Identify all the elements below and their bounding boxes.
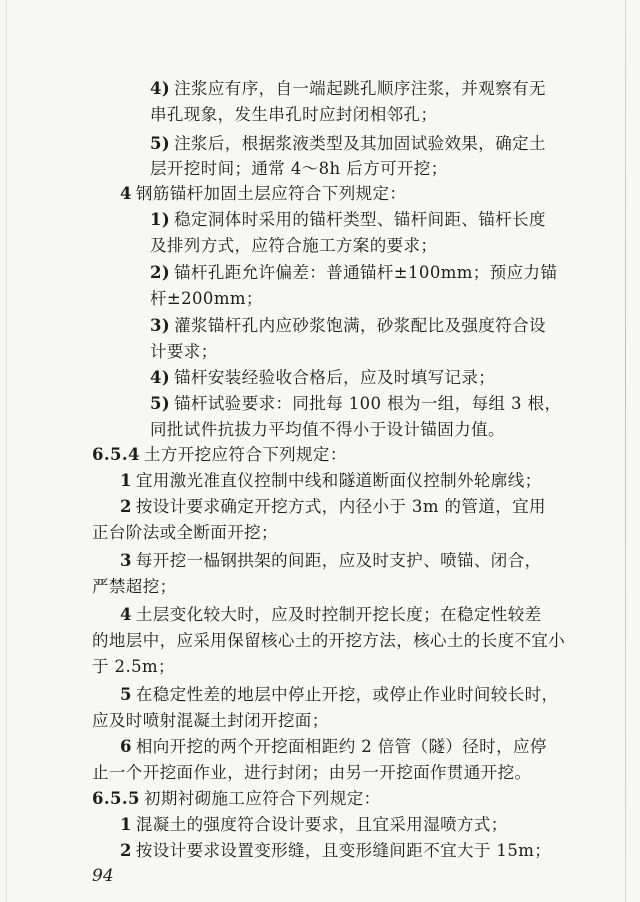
text-line <box>150 78 546 100</box>
line-text: 注浆应有序，自一端起跳孔顺序注浆，并观察有无 <box>174 79 546 98</box>
text-line <box>150 133 546 155</box>
text-line <box>92 444 347 466</box>
text-line <box>150 341 218 363</box>
item-number: 4) <box>150 79 171 98</box>
item-number: 4 <box>120 184 132 203</box>
page-number: 94 <box>92 866 114 886</box>
item-number: 3) <box>150 316 171 335</box>
text-line <box>120 814 508 836</box>
text-line <box>150 104 437 126</box>
section-number: 6.5.4 <box>92 445 140 464</box>
line-text: 钢筋锚杆加固土层应符合下列规定： <box>135 184 407 203</box>
text-line <box>150 288 263 310</box>
text-line <box>120 736 547 758</box>
text-line <box>120 496 546 518</box>
text-line <box>120 470 542 492</box>
text-line <box>150 393 561 415</box>
line-text: 应及时喷射混凝土封闭开挖面； <box>92 711 329 730</box>
line-text: 计要求； <box>150 342 218 361</box>
text-line <box>120 684 558 706</box>
item-number: 6 <box>120 737 132 756</box>
line-text: 每开挖一榀钢拱架的间距，应及时支护、喷锚、闭合， <box>135 551 542 570</box>
text-line <box>150 158 448 180</box>
item-number: 4) <box>150 368 171 387</box>
text-line <box>120 604 542 626</box>
line-text: 及排列方式，应符合施工方案的要求； <box>150 236 438 255</box>
text-line <box>92 630 565 652</box>
text-line <box>150 209 546 231</box>
item-number: 2) <box>150 263 171 282</box>
item-number: 1 <box>120 471 132 490</box>
line-text: 杆±200mm； <box>150 289 263 308</box>
text-line <box>92 762 531 784</box>
line-text: 锚杆安装经验收合格后，应及时填写记录； <box>174 368 496 387</box>
line-text: 严禁超挖； <box>92 577 177 596</box>
line-text: 按设计要求确定开挖方式，内径小于 3m 的管道，宜用 <box>135 497 546 516</box>
item-number: 2 <box>120 841 132 860</box>
line-text: 初期衬砌施工应符合下列规定： <box>143 789 381 808</box>
text-line <box>92 522 278 544</box>
line-text: 稳定洞体时采用的锚杆类型、锚杆间距、锚杆长度 <box>174 210 546 229</box>
item-number: 1) <box>150 210 171 229</box>
text-line <box>92 710 329 732</box>
line-text: 宜用激光准直仪控制中线和隧道断面仪控制外轮廓线； <box>135 471 542 490</box>
item-number: 4 <box>120 605 132 624</box>
line-text: 串孔现象，发生串孔时应封闭相邻孔； <box>150 105 438 124</box>
line-text: 锚杆试验要求：同批每 100 根为一组，每组 3 根， <box>174 394 562 413</box>
line-text: 层开挖时间；通常 4～8h 后方可开挖； <box>150 159 448 178</box>
item-number: 5) <box>150 394 171 413</box>
text-line <box>92 576 177 598</box>
line-text: 灌浆锚杆孔内应砂浆饱满，砂浆配比及强度符合设 <box>174 316 546 335</box>
text-line <box>120 550 542 572</box>
item-number: 1 <box>120 815 132 834</box>
line-text: 锚杆孔距允许偏差：普通锚杆±100mm；预应力锚 <box>174 263 558 282</box>
text-line <box>92 788 381 810</box>
text-line <box>150 367 495 389</box>
text-line <box>150 235 437 257</box>
line-text: 注浆后，根据浆液类型及其加固试验效果，确定土 <box>174 134 546 153</box>
text-line <box>120 840 551 862</box>
line-text: 按设计要求设置变形缝，且变形缝间距不宜大于 15m； <box>135 841 552 860</box>
line-text: 同批试件抗拔力平均值不得小于设计锚固力值。 <box>150 420 505 439</box>
line-text: 土层变化较大时，应及时控制开挖长度；在稳定性较差 <box>135 605 542 624</box>
text-line <box>150 315 546 337</box>
line-text: 混凝土的强度符合设计要求，且宜采用湿喷方式； <box>135 815 508 834</box>
item-number: 3 <box>120 551 132 570</box>
line-text: 在稳定性差的地层中停止开挖，或停止作业时间较长时， <box>135 685 559 704</box>
line-text: 相向开挖的两个开挖面相距约 2 倍管（隧）径时，应停 <box>135 737 547 756</box>
line-text: 止一个开挖面作业，进行封闭；由另一开挖面作贯通开挖。 <box>92 763 532 782</box>
text-line <box>150 419 505 441</box>
line-text: 的地层中，应采用保留核心土的开挖方法，核心土的长度不宜小 <box>92 631 566 650</box>
item-number: 2 <box>120 497 132 516</box>
section-number: 6.5.5 <box>92 789 140 808</box>
text-line <box>92 656 175 678</box>
item-number: 5) <box>150 134 171 153</box>
item-number: 5 <box>120 685 132 704</box>
line-text: 于 2.5m； <box>92 657 175 676</box>
text-line <box>150 262 557 284</box>
line-text: 正台阶法或全断面开挖； <box>92 523 278 542</box>
text-line <box>120 183 406 205</box>
line-text: 土方开挖应符合下列规定： <box>143 445 347 464</box>
